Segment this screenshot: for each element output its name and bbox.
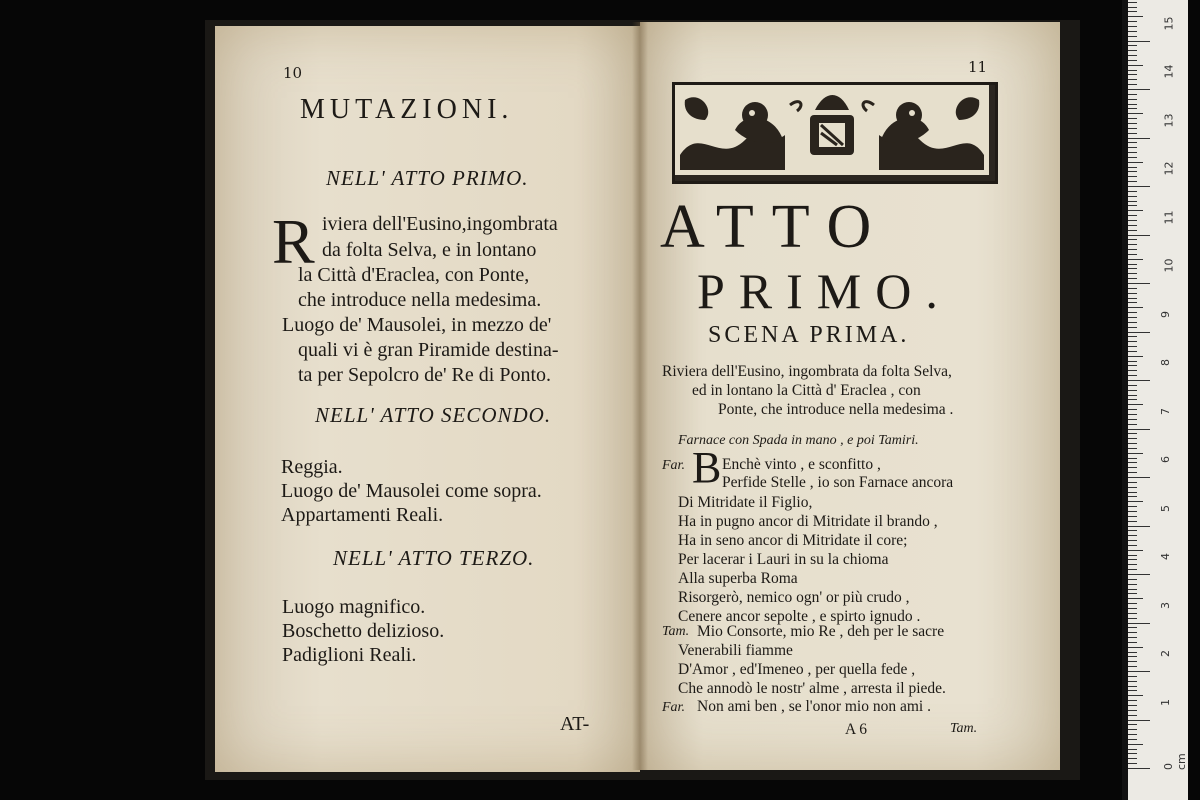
- ruler-label: 5: [1159, 504, 1172, 512]
- ruler-tick: [1128, 739, 1137, 740]
- ruler-tick: [1128, 555, 1137, 556]
- ruler-tick: [1128, 404, 1143, 405]
- ruler-tick: [1128, 205, 1137, 206]
- act3-line-1: Luogo magnifico.: [282, 596, 426, 618]
- speaker-far: Far.: [662, 458, 685, 473]
- ruler-tick: [1128, 550, 1143, 551]
- ruler-tick: [1128, 123, 1137, 124]
- ruler-tick: [1128, 244, 1137, 245]
- right-page-number: 11: [968, 58, 988, 76]
- ruler-tick: [1128, 671, 1150, 672]
- ruler-tick: [1128, 186, 1150, 187]
- ruler-tick: [1128, 642, 1137, 643]
- ruler-tick: [1128, 627, 1137, 628]
- ruler-tick: [1128, 477, 1150, 478]
- ruler-label: 2: [1159, 650, 1172, 657]
- ruler-tick: [1128, 84, 1137, 85]
- measurement-ruler: [1128, 0, 1188, 800]
- verse-line-4: Ha in pugno ancor di Mitridate il brando ,: [678, 513, 938, 530]
- ruler-tick: [1128, 501, 1143, 502]
- ruler-tick: [1128, 104, 1137, 105]
- verse-line-6: Per lacerar i Lauri in su la chioma: [678, 551, 889, 568]
- right-catchword: Tam.: [950, 721, 978, 736]
- far-line: Non ami ben , se l'onor mio non ami .: [697, 698, 931, 715]
- ruler-label: 4: [1159, 553, 1172, 560]
- ruler-tick: [1128, 613, 1137, 614]
- verse-line-5: Ha in seno ancor di Mitridate il core;: [678, 532, 908, 549]
- ruler-tick: [1128, 327, 1137, 328]
- speaker-tam: Tam.: [662, 624, 690, 639]
- ruler-tick: [1128, 666, 1137, 667]
- ruler-tick: [1128, 589, 1137, 590]
- verse-line-3: Di Mitridate il Figlio,: [678, 494, 813, 511]
- ruler-tick: [1128, 249, 1137, 250]
- dropcap-b: B: [692, 443, 722, 492]
- ruler-tick: [1128, 419, 1137, 420]
- ruler-label: 15: [1162, 16, 1176, 30]
- ruler-tick: [1128, 298, 1137, 299]
- tam-line-3: D'Amor , ed'Imeneo , per quella fede ,: [678, 661, 916, 678]
- ruler-tick: [1128, 511, 1137, 512]
- verse-line-2: Perfide Stelle , io son Farnace ancora: [722, 474, 954, 491]
- ruler-tick: [1128, 162, 1143, 163]
- act2-line-2: Luogo de' Mausolei come sopra.: [281, 480, 542, 502]
- ruler-tick: [1128, 230, 1137, 231]
- ruler-label: 10: [1162, 258, 1176, 273]
- ruler-tick: [1128, 336, 1137, 337]
- left-catchword: AT-: [560, 713, 590, 735]
- ruler-tick: [1128, 656, 1137, 657]
- ruler-tick: [1128, 623, 1150, 624]
- act2-heading: NELL' ATTO SECONDO.: [315, 403, 552, 427]
- ruler-tick: [1128, 341, 1137, 342]
- ruler-tick: [1128, 729, 1137, 730]
- ruler-tick: [1128, 399, 1137, 400]
- ruler-tick: [1128, 31, 1137, 32]
- act2-line-1: Reggia.: [281, 456, 343, 478]
- ruler-tick: [1128, 21, 1137, 22]
- ruler-tick: [1128, 472, 1137, 473]
- ruler-tick: [1128, 147, 1137, 148]
- ruler-tick: [1128, 579, 1137, 580]
- ruler-tick: [1128, 424, 1137, 425]
- left-page-number: 10: [283, 64, 303, 82]
- signature-mark: A 6: [845, 721, 867, 738]
- ruler-tick: [1128, 516, 1137, 517]
- ruler-tick: [1128, 152, 1137, 153]
- ruler-tick: [1128, 60, 1137, 61]
- ruler-tick: [1128, 322, 1137, 323]
- dropcap-r: R: [272, 206, 315, 277]
- ruler-tick: [1128, 385, 1137, 386]
- act1-line-6: quali vi è gran Piramide destina-: [298, 339, 559, 361]
- ruler-tick: [1128, 361, 1137, 362]
- act1-line-1: iviera dell'Eusino,ingombrata: [322, 213, 558, 235]
- ruler-tick: [1128, 196, 1137, 197]
- ruler-tick: [1128, 409, 1137, 410]
- ruler-tick: [1128, 734, 1137, 735]
- act1-heading: NELL' ATTO PRIMO.: [326, 166, 529, 190]
- ornament-cherubs-icon: [675, 85, 989, 175]
- ruler-tick: [1128, 564, 1137, 565]
- act1-line-5: Luogo de' Mausolei, in mezzo de': [282, 314, 552, 336]
- ruler-label: 0 cm: [1162, 753, 1188, 770]
- act1-line-4: che introduce nella medesima.: [298, 289, 542, 311]
- verse-line-7: Alla superba Roma: [678, 570, 798, 587]
- ruler-tick: [1128, 138, 1150, 139]
- ruler-tick: [1128, 16, 1143, 17]
- ruler-tick: [1128, 632, 1137, 633]
- ruler-tick: [1128, 506, 1137, 507]
- ruler-tick: [1128, 74, 1137, 75]
- ruler-tick: [1128, 332, 1150, 333]
- ruler-tick: [1128, 705, 1137, 706]
- ruler-tick: [1128, 278, 1137, 279]
- ruler-tick: [1128, 79, 1137, 80]
- ruler-tick: [1128, 758, 1137, 759]
- ruler-tick: [1128, 749, 1137, 750]
- ruler-tick: [1128, 118, 1137, 119]
- ruler-tick: [1128, 715, 1137, 716]
- ruler-tick: [1128, 690, 1137, 691]
- ruler-tick: [1128, 171, 1137, 172]
- ruler-tick: [1128, 390, 1137, 391]
- ruler-tick: [1128, 395, 1137, 396]
- ruler-tick: [1128, 65, 1143, 66]
- ruler-tick: [1128, 191, 1137, 192]
- ruler-tick: [1128, 99, 1137, 100]
- ruler-tick: [1128, 593, 1137, 594]
- ruler-tick: [1128, 176, 1137, 177]
- ruler-tick: [1128, 293, 1137, 294]
- left-page: [215, 26, 640, 772]
- ruler-tick: [1128, 526, 1150, 527]
- ruler-label: 6: [1159, 456, 1172, 463]
- ruler-tick: [1128, 94, 1137, 95]
- setting-line-1: Riviera dell'Eusino, ingombrata da folta Selva,: [662, 363, 952, 380]
- book-gutter: [632, 22, 648, 770]
- ruler-tick: [1128, 142, 1137, 143]
- verse-line-1: Enchè vinto , e sconfitto ,: [722, 456, 881, 473]
- ruler-tick: [1128, 462, 1137, 463]
- ruler-tick: [1128, 608, 1137, 609]
- ruler-tick: [1128, 317, 1137, 318]
- ruler-tick: [1128, 215, 1137, 216]
- ruler-tick: [1128, 540, 1137, 541]
- ruler-label: 3: [1159, 601, 1172, 609]
- ruler-tick: [1128, 584, 1137, 585]
- mutazioni-title: MUTAZIONI.: [300, 94, 514, 125]
- ruler-tick: [1128, 11, 1137, 12]
- atto-title: ATTO: [660, 193, 890, 261]
- tam-line-2: Venerabili fiamme: [678, 642, 793, 659]
- speaker-far-2: Far.: [662, 700, 685, 715]
- ruler-tick: [1128, 235, 1150, 236]
- scena-prima-heading: SCENA PRIMA.: [708, 322, 910, 348]
- ruler-tick: [1128, 128, 1137, 129]
- ruler-tick: [1128, 259, 1143, 260]
- ruler-tick: [1128, 720, 1150, 721]
- ruler-tick: [1128, 686, 1137, 687]
- act1-line-3: la Città d'Eraclea, con Ponte,: [298, 264, 530, 286]
- ruler-tick: [1128, 365, 1137, 366]
- ruler-tick: [1128, 744, 1143, 745]
- primo-title: PRIMO.: [697, 263, 952, 319]
- ruler-tick: [1128, 492, 1137, 493]
- ruler-tick: [1128, 108, 1137, 109]
- ruler-tick: [1128, 2, 1137, 3]
- ruler-tick: [1128, 530, 1137, 531]
- ruler-tick: [1128, 70, 1137, 71]
- act1-line-2: da folta Selva, e in lontano: [322, 239, 537, 261]
- ruler-tick: [1128, 603, 1137, 604]
- ruler-tick: [1128, 254, 1137, 255]
- ruler-tick: [1128, 458, 1137, 459]
- ruler-tick: [1128, 26, 1137, 27]
- ruler-tick: [1128, 443, 1137, 444]
- ruler-tick: [1128, 239, 1137, 240]
- woodcut-ornament: [672, 82, 998, 184]
- stage-direction: Farnace con Spada in mano , e poi Tamiri.: [678, 433, 919, 448]
- ruler-label: 7: [1159, 407, 1172, 415]
- ruler-tick: [1128, 768, 1150, 769]
- ruler-tick: [1128, 598, 1143, 599]
- ruler-tick: [1128, 351, 1137, 352]
- ruler-tick: [1128, 482, 1137, 483]
- ruler-label: 13: [1162, 113, 1176, 127]
- ruler-tick: [1128, 438, 1137, 439]
- ruler-tick: [1128, 113, 1143, 114]
- ruler-tick: [1128, 521, 1137, 522]
- ruler-tick: [1128, 50, 1137, 51]
- ruler-label: 11: [1162, 210, 1176, 224]
- ruler-tick: [1128, 763, 1137, 764]
- ruler-tick: [1128, 681, 1137, 682]
- ruler-tick: [1128, 210, 1143, 211]
- ruler-tick: [1128, 7, 1137, 8]
- tam-line-4: Che annodò le nostr' alme , arresta il piede.: [678, 680, 946, 697]
- ruler-tick: [1128, 652, 1137, 653]
- act3-heading: NELL' ATTO TERZO.: [333, 546, 535, 570]
- ruler-tick: [1128, 559, 1137, 560]
- ruler-tick: [1128, 356, 1143, 357]
- ruler-tick: [1128, 225, 1137, 226]
- ruler-tick: [1128, 676, 1137, 677]
- ruler-tick: [1128, 36, 1137, 37]
- ruler-tick: [1128, 695, 1143, 696]
- ruler-tick: [1128, 283, 1150, 284]
- ruler-label: 8: [1159, 359, 1172, 366]
- ruler-tick: [1128, 307, 1143, 308]
- ruler-tick: [1128, 201, 1137, 202]
- ruler-tick: [1128, 288, 1137, 289]
- ruler-tick: [1128, 133, 1137, 134]
- ruler-tick: [1128, 45, 1137, 46]
- ruler-tick: [1128, 370, 1137, 371]
- ruler-label: 14: [1162, 64, 1176, 79]
- ruler-tick: [1128, 700, 1137, 701]
- ruler-tick: [1128, 574, 1150, 575]
- ruler-tick: [1128, 637, 1137, 638]
- ruler-tick: [1128, 724, 1137, 725]
- act2-line-3: Appartamenti Reali.: [281, 504, 444, 526]
- act3-line-3: Padiglioni Reali.: [282, 644, 417, 666]
- tam-line-1: Mio Consorte, mio Re , deh per le sacre: [697, 623, 945, 640]
- ruler-tick: [1128, 647, 1143, 648]
- ruler-tick: [1128, 535, 1137, 536]
- act3-line-2: Boschetto delizioso.: [282, 620, 445, 642]
- verse-line-8: Risorgerò, nemico ogn' or più crudo ,: [678, 589, 910, 606]
- ruler-tick: [1128, 55, 1137, 56]
- ruler-tick: [1128, 264, 1137, 265]
- ruler-tick: [1128, 618, 1137, 619]
- ruler-label: 9: [1159, 310, 1172, 318]
- ruler-tick: [1128, 302, 1137, 303]
- setting-line-2: ed in lontano la Città d' Eraclea , con: [692, 382, 921, 399]
- ruler-tick: [1128, 448, 1137, 449]
- ruler-tick: [1128, 414, 1137, 415]
- verse-line-9: Cenere ancor sepolte , e spirto ignudo .: [678, 608, 921, 625]
- ruler-tick: [1128, 167, 1137, 168]
- act1-line-7: ta per Sepolcro de' Re di Ponto.: [298, 364, 551, 386]
- ruler-tick: [1128, 181, 1137, 182]
- ruler-label: 12: [1162, 161, 1176, 176]
- ruler-tick: [1128, 467, 1137, 468]
- ruler-tick: [1128, 487, 1137, 488]
- ruler-tick: [1128, 346, 1137, 347]
- ruler-tick: [1128, 753, 1137, 754]
- ruler-tick: [1128, 429, 1150, 430]
- ruler-tick: [1128, 569, 1137, 570]
- ruler-tick: [1128, 220, 1137, 221]
- ruler-tick: [1128, 710, 1137, 711]
- ruler-tick: [1128, 41, 1150, 42]
- ruler-tick: [1128, 661, 1137, 662]
- ruler-tick: [1128, 312, 1137, 313]
- ruler-tick: [1128, 380, 1150, 381]
- ruler-tick: [1128, 496, 1137, 497]
- ruler-tick: [1128, 545, 1137, 546]
- ruler-tick: [1128, 453, 1143, 454]
- ruler-tick: [1128, 375, 1137, 376]
- ruler-tick: [1128, 157, 1137, 158]
- ruler-label: 1: [1159, 698, 1172, 706]
- ruler-tick: [1128, 433, 1137, 434]
- setting-line-3: Ponte, che introduce nella medesima .: [718, 401, 954, 418]
- ruler-tick: [1128, 89, 1150, 90]
- ruler-tick: [1128, 268, 1137, 269]
- ruler-tick: [1128, 273, 1137, 274]
